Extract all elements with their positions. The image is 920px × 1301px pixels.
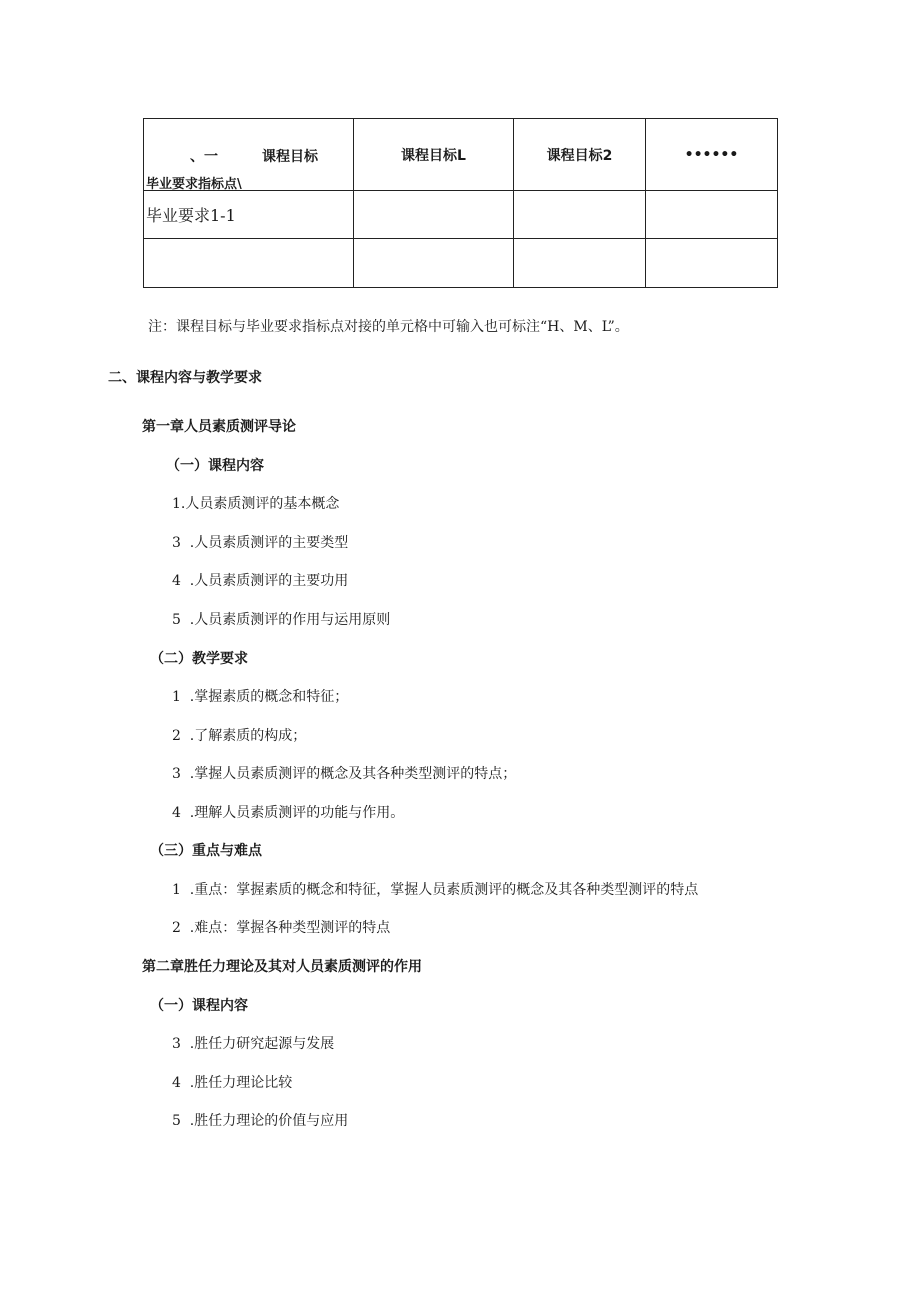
row-label (144, 239, 354, 288)
list-item: 1.人员素质测评的基本概念 (172, 496, 340, 512)
list-item: 3 .掌握人员素质测评的概念及其各种类型测评的特点； (172, 766, 517, 782)
table-cell (354, 191, 514, 239)
row-label: 毕业要求1-1 (144, 191, 354, 239)
table-cell (514, 239, 646, 288)
subsection-heading: （一）课程内容 (166, 458, 264, 474)
table-corner-cell (144, 119, 354, 191)
table-cell (354, 239, 514, 288)
table-cell (514, 191, 646, 239)
list-item: 4 .人员素质测评的主要功用 (172, 573, 349, 589)
list-item: 1 .掌握素质的概念和特征； (172, 689, 349, 705)
subsection-heading: （二）教学要求 (150, 651, 248, 667)
section-title: 二、课程内容与教学要求 (108, 370, 262, 386)
chapter-title: 第一章人员素质测评导论 (142, 419, 296, 435)
list-item: 2 .了解素质的构成； (172, 728, 307, 744)
list-item: 4 .胜任力理论比较 (172, 1075, 293, 1091)
table-row (144, 239, 778, 288)
list-item: 5 .胜任力理论的价值与应用 (172, 1113, 349, 1129)
corner-top-text: 、一 课程目标 (190, 149, 318, 165)
subsection-heading: （一）课程内容 (150, 998, 248, 1014)
header-ellipsis: •••••• (646, 119, 778, 191)
chapter-title: 第二章胜任力理论及其对人员素质测评的作用 (142, 959, 422, 975)
corner-bottom-text: 毕业要求指标点\ (146, 177, 242, 192)
table-row (144, 191, 778, 239)
course-goal-requirement-table (143, 118, 778, 288)
list-item: 3 .胜任力研究起源与发展 (172, 1036, 335, 1052)
header-course-goal-1: 课程目标L (354, 119, 514, 191)
list-item: 1 .重点：掌握素质的概念和特征，掌握人员素质测评的概念及其各种类型测评的特点 (172, 882, 699, 898)
table-cell (646, 239, 778, 288)
table-note: 注：课程目标与毕业要求指标点对接的单元格中可输入也可标注“H、M、L”。 (148, 319, 629, 335)
table-header-row (144, 119, 778, 191)
list-item: 5 .人员素质测评的作用与运用原则 (172, 612, 391, 628)
header-course-goal-2: 课程目标2 (514, 119, 646, 191)
table-cell (646, 191, 778, 239)
list-item: 3 .人员素质测评的主要类型 (172, 535, 349, 551)
list-item: 4 .理解人员素质测评的功能与作用。 (172, 805, 405, 821)
subsection-heading: （三）重点与难点 (150, 843, 262, 859)
list-item: 2 .难点：掌握各种类型测评的特点 (172, 920, 391, 936)
